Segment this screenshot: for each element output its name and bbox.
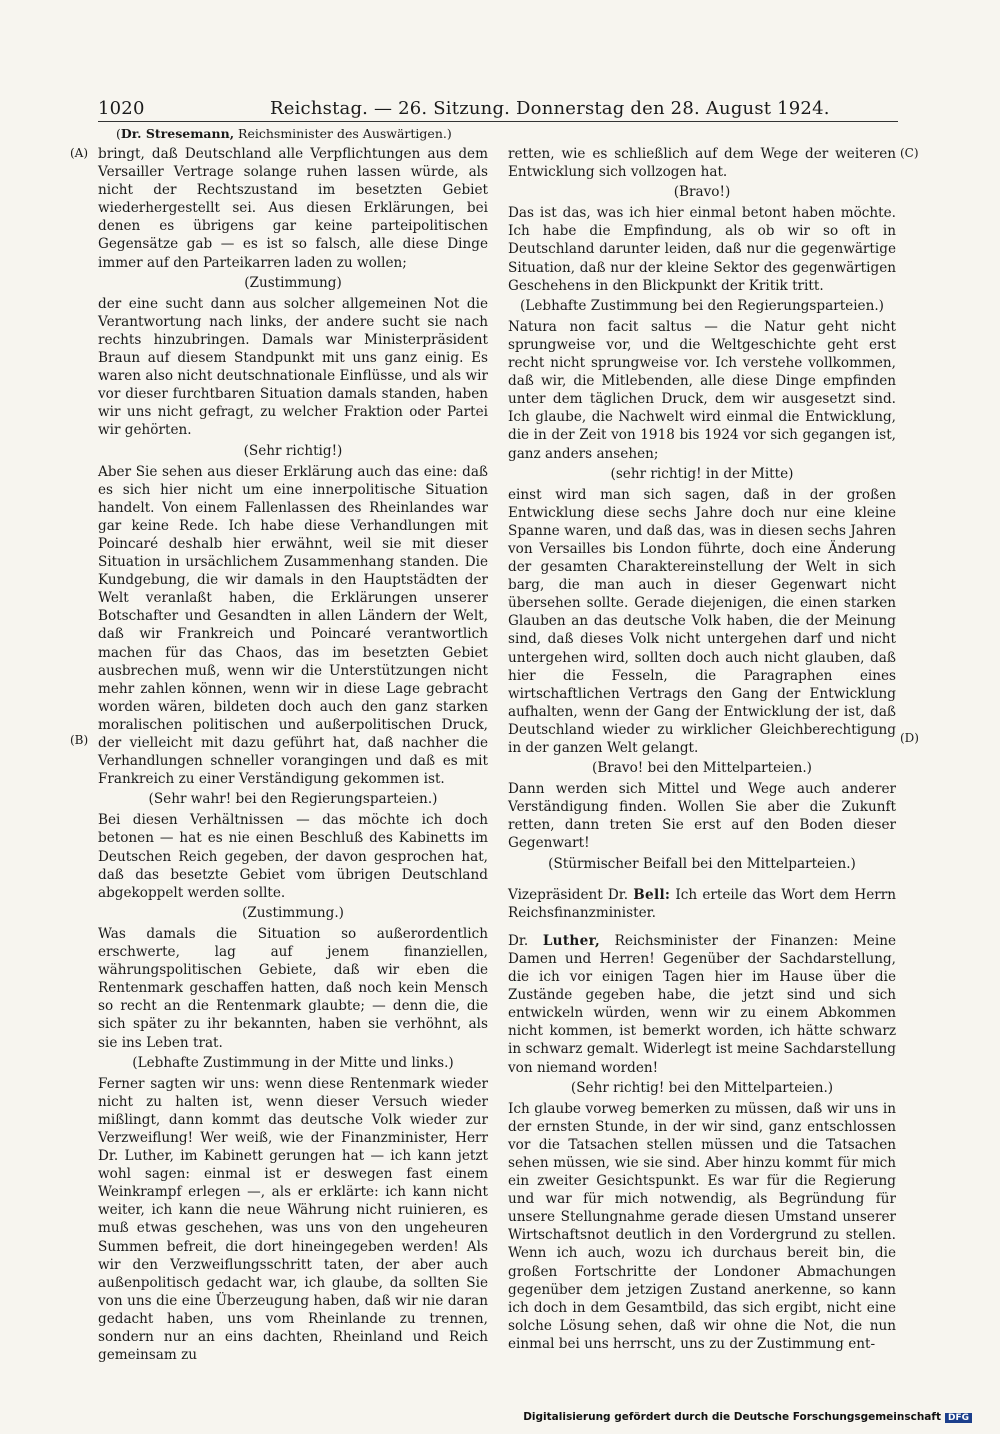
interjection: (Bravo! bei den Mittelparteien.) (592, 760, 812, 777)
right-column (508, 145, 896, 1353)
footer-credit (523, 1411, 972, 1423)
left-column (98, 145, 488, 1364)
section-gap (508, 922, 896, 932)
interjection: (Zustimmung) (244, 274, 342, 291)
speaker-line: (Dr. Stresemann, Reichsminister des Auswärtigen.) (116, 126, 452, 141)
margin-marker-d: (D) (900, 731, 919, 745)
footer-text: Digitalisierung gefördert durch die Deutsche Forschungsgemeinschaft (523, 1411, 941, 1423)
paragraph: einst wird man sich sagen, daß in der großen Entwicklung diese sechs Jahre doch nur eine kleine Spanne waren, und daß das, was in diesen sechs Jahren von Versailles bis London führte, doch eine Änderung der gesamten Charaktereinstellung der Welt in sich barg, die man auch in dieser Gegenwart nicht übersehen sollte. Gerade diejenigen, die einen starken Glauben an das deutsche Volk haben, die der Meinung sind, daß dieses Volk nicht untergehen darf und nicht untergehen wird, sollten doch auch nicht glauben, daß hier die Fesseln, die Paragraphen eines wirtschaftlichen Vertrags den Gang der Entwicklung aufhalten, wenn der Gang der Entwicklung der ist, daß Deutschland wieder zu wirklicher Gleichberechtigung in der ganzen Welt gelangt. (508, 486, 896, 756)
speaker-text: Reichsminister der Finanzen: Meine Damen und Herren! Gegenüber der Sachdarstellung, die ich vor einigen Tagen hier im Hause über die Zustände gegeben habe, die jetzt sind und sich entwickeln würden, wenn wir zu einem Abkommen nicht kommen, ist bemerkt worden, ich hätte schwarz in schwarz gemalt. Widerlegt ist meine Sachdarstellung von niemand worden! (508, 932, 896, 1076)
interjection: (Zustimmung.) (242, 904, 344, 921)
paragraph: Aber Sie sehen aus dieser Erklärung auch das eine: daß es sich hier nicht um eine innerpolitische Situation handelt. Von einem Fallenlassen des Rheinlandes war gar keine Rede. Ich habe diese Verhandlungen mit Poincaré deshalb hier erwähnt, weil sie mit dieser Situation in ursächlichem Zusammenhang standen. Die Kundgebung, die wir damals in den Hauptstädten der Welt veranlaßt haben, die Erklärungen unserer Botschafter und Gesandten in allen Ländern der Welt, daß wir Frankreich und Poincaré verantwortlich machen für das Chaos, das im besetzten Gebiet ausbrechen muß, wenn wir die Unterstützungen nicht mehr zahlen können, wenn wir in diese Lage gebracht worden wären, bildeten doch auch den ganz starken moralischen politischen und außerpolitischen Druck, der vielleicht mit dazu geführt hat, daß nachher die Verhandlungen schneller vorangingen und daß es mit Frankreich zu einer Verständigung gekommen ist. (98, 463, 488, 788)
interjection: (sehr richtig! in der Mitte) (610, 465, 794, 482)
margin-marker-c: (C) (900, 146, 919, 160)
header-rule (98, 121, 898, 122)
interjection: (Stürmischer Beifall bei den Mittelparteien.) (548, 855, 856, 872)
speaker-name: Luther, (542, 932, 601, 949)
dfg-logo: DFG (945, 1413, 972, 1423)
paragraph: der eine sucht dann aus solcher allgemeinen Not die Verantwortung nach links, der andere sucht sie nach rechts hinzubringen. Damals war Ministerpräsident Braun auf diesem Standpunkt mit uns ganz einig. Es waren also nicht deutschnationale Einflüsse, und als wir vor dieser furchtbaren Situation damals standen, haben wir uns nicht gefragt, zu welcher Fraktion oder Partei wir gehörten. (98, 295, 488, 439)
interjection: (Sehr richtig! bei den Mittelparteien.) (570, 1079, 834, 1096)
paragraph: Das ist das, was ich hier einmal betont haben möchte. Ich habe die Empfindung, als ob wir so oft in Deutschland darunter leiden, daß nur die gegenwärtige Situation, daß nur der kleine Sektor des gegenwärtigen Geschehens in den Blickpunkt der Kritik tritt. (508, 205, 896, 294)
paragraph: retten, wie es schließlich auf dem Wege der weiteren Entwicklung sich vollzogen hat. (508, 146, 896, 181)
interjection: (Lebhafte Zustimmung in der Mitte und links.) (132, 1054, 454, 1071)
speaker-paragraph (508, 932, 896, 1077)
page-number: 1020 (98, 98, 145, 119)
margin-marker-a: (A) (70, 146, 89, 160)
interjection: (Sehr richtig!) (243, 442, 343, 459)
section-gap (508, 876, 896, 886)
speaker-paragraph (508, 886, 896, 922)
interjection: (Bravo!) (673, 184, 731, 201)
speaker-prefix: Dr. (508, 932, 543, 949)
paragraph: Dann werden sich Mittel und Wege auch anderer Verständigung finden. Wollen Sie aber die Zukunft retten, dann treten Sie erst auf den Boden dieser Gegenwart! (508, 781, 896, 852)
speaker-text: Ich erteile das Wort dem Herrn Reichsfinanzminister. (508, 886, 896, 921)
interjection: (Lebhafte Zustimmung bei den Regierungsparteien.) (520, 297, 884, 314)
page-title: Reichstag. — 26. Sitzung. Donnerstag den 28. August 1924. (270, 98, 830, 119)
paragraph: Ferner sagten wir uns: wenn diese Rentenmark wieder nicht zu halten ist, wenn dieser Versuch wieder mißlingt, dann kommt das deutsche Volk wieder zur Verzweiflung! Wer weiß, wie der Finanzminister, Herr Dr. Luther, im Kabinett gerungen hat — ich kann jetzt wohl sagen: einmal ist er deswegen fast einem Weinkrampf erlegen —, als er erklärte: ich kann nicht weiter, ich kann die neue Währung nicht ruinieren, es muß etwas geschehen, was uns von den ungeheuren Summen befreit, die dort hineingegeben werden! Als wir den Verzweiflungsschritt taten, der aber auch außenpolitisch gedacht war, ich glaube, da sollten Sie von uns die eine Überzeugung haben, daß wir nie daran gedacht haben, uns vom Rheinlande zu trennen, sondern nur an eins dachten, Rheinland und Reich gemeinsam zu (98, 1075, 488, 1364)
speaker-name: Bell: (633, 886, 671, 903)
paragraph: bringt, daß Deutschland alle Verpflichtungen aus dem Versailler Vertrage solange ruhen lassen würde, als nicht der Rechtszustand im besetzten Gebiet wiederhergestellt sei. Aus diesen Erklärungen, bei denen es übrigens gar keine parteipolitischen Gegensätze gab — es ist so falsch, alle diese Dinge immer auf den Parteikarren laden zu wollen; (98, 146, 488, 271)
speaker-name: Dr. Stresemann, (120, 126, 235, 141)
speaker-prefix: Vizepräsident Dr. (508, 886, 634, 903)
paragraph: Ich glaube vorweg bemerken zu müssen, daß wir uns in der ernsten Stunde, in der wir sind, ganz entschlossen vor die Tatsachen stellen müssen und die Tatsachen sehen müssen, wie sie sind. Aber hinzu kommt für mich ein zweiter Gesichtspunkt. Es war für die Regierung und war für mich notwendig, als Begründung für unsere Stellungnahme gerade diesen Umstand unserer Wirtschaftsnot deutlich in den Vordergrund zu stellen. Wenn ich auch, wozu ich durchaus bereit bin, die großen Fortschritte der Londoner Abmachungen gegenüber dem jetzigen Zustand anerkenne, so kann ich doch in dem Gesamtbild, das sich ergibt, nicht eine solche Lösung sehen, daß wir ohne die Not, die nun einmal bei uns herrscht, uns zu der Zustimmung ent- (508, 1100, 896, 1352)
page-header (98, 98, 898, 122)
paragraph: Bei diesen Verhältnissen — das möchte ich doch betonen — hat es nie einen Beschluß des Kabinetts im Deutschen Reich gegeben, der davon gesprochen hat, daß das besetzte Gebiet vom übrigen Deutschland abgekoppelt werden sollte. (98, 812, 488, 901)
paragraph: Natura non facit saltus — die Natur geht nicht sprungweise vor, und die Weltgeschichte geht erst recht nicht sprungweise vor. Ich verstehe vollkommen, daß wir, die Mitlebenden, alle diese Dinge empfinden unter dem täglichen Druck, dem wir ausgesetzt sind. Ich glaube, die Nachwelt wird einmal die Entwicklung, die in der Zeit von 1918 bis 1924 vor sich gegangen ist, ganz anders ansehen; (508, 318, 896, 462)
interjection: (Sehr wahr! bei den Regierungsparteien.) (148, 791, 438, 808)
paragraph: Was damals die Situation so außerordentlich erschwerte, lag auf jenem finanziellen, währungspolitischen Gebiete, daß wir eben die Rentenmark geschaffen hatten, daß noch kein Mensch so recht an die Rentenmark glaubte; — denn die, die sich später zu ihr bekannten, haben sie verhöhnt, als sie ins Leben trat. (98, 925, 488, 1051)
speaker-role: Reichsminister des Auswärtigen.) (238, 126, 452, 141)
margin-marker-b: (B) (70, 733, 89, 747)
